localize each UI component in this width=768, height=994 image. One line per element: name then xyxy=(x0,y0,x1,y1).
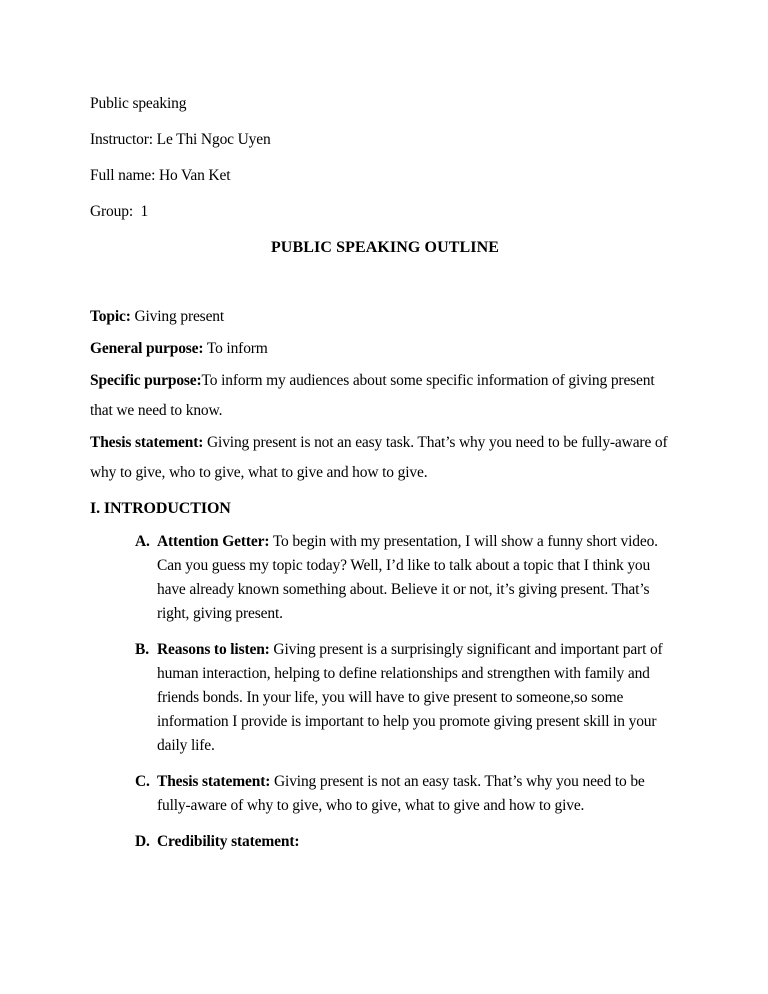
field-thesis-statement xyxy=(90,428,680,488)
field-general-purpose xyxy=(90,334,680,364)
outline-item-thesis-statement xyxy=(90,770,680,818)
section-heading-introduction: I. INTRODUCTION xyxy=(90,500,231,517)
outline-body-attention-getter xyxy=(157,530,680,626)
outline-body-credibility-statement xyxy=(157,830,680,854)
outline-marker-a: A. xyxy=(135,533,150,550)
field-general-purpose-label: General purpose: xyxy=(90,340,204,357)
outline-marker-c: C. xyxy=(135,773,150,790)
field-specific-purpose-label: Specific purpose: xyxy=(90,372,202,389)
full-name-line: Full name: Ho Van Ket xyxy=(90,167,231,184)
outline-marker-b: B. xyxy=(135,641,149,658)
field-specific-purpose-value: To inform my audiences about some specific information of giving present that we need to know. xyxy=(90,372,655,419)
outline-label-attention-getter: Attention Getter: xyxy=(157,533,270,550)
outline-item-credibility-statement xyxy=(90,830,680,854)
outline-item-reasons-to-listen xyxy=(90,638,680,758)
outline-text-thesis-statement: Giving present is not an easy task. That’s why you need to be fully-aware of why to give, who to give, what to give and how to give. xyxy=(157,773,645,814)
field-specific-purpose xyxy=(90,366,680,426)
outline-label-reasons-to-listen: Reasons to listen: xyxy=(157,641,270,658)
field-general-purpose-value: To inform xyxy=(203,340,268,357)
course-name-line: Public speaking xyxy=(90,95,187,112)
field-thesis-statement-value: Giving present is not an easy task. That’s why you need to be fully-aware of why to give, who to give, what to give and how to give. xyxy=(90,434,668,481)
document-content xyxy=(90,86,680,866)
outline-text-attention-getter: To begin with my presentation, I will show a funny short video. Can you guess my topic today? Well, I’d like to talk about a topic that I think you have already known something about. Believe it or not, it’s giving present. That’s right, giving present. xyxy=(157,533,658,622)
field-thesis-statement-label: Thesis statement: xyxy=(90,434,204,451)
page-title: PUBLIC SPEAKING OUTLINE xyxy=(270,239,500,256)
group-line: Group: 1 xyxy=(90,203,149,220)
outline-list-introduction xyxy=(90,530,680,854)
outline-text-reasons-to-listen: Giving present is a surprisingly significant and important part of human interaction, helping to define relationships and strengthen with family and friends bonds. In your life, you will have to give present to someone,so some information I provide is important to help you promote giving present skill in your daily life. xyxy=(157,641,663,754)
outline-marker-d: D. xyxy=(135,833,150,850)
outline-item-attention-getter xyxy=(90,530,680,626)
title-spacer xyxy=(90,266,680,302)
outline-label-thesis-statement: Thesis statement: xyxy=(157,773,271,790)
instructor-line: Instructor: Le Thi Ngoc Uyen xyxy=(90,131,271,148)
field-topic-label: Topic: xyxy=(90,308,131,325)
field-topic xyxy=(90,302,680,332)
field-topic-value: Giving present xyxy=(130,308,225,325)
outline-body-thesis-statement xyxy=(157,770,680,818)
outline-label-credibility-statement: Credibility statement: xyxy=(157,833,300,850)
outline-body-reasons-to-listen xyxy=(157,638,680,758)
